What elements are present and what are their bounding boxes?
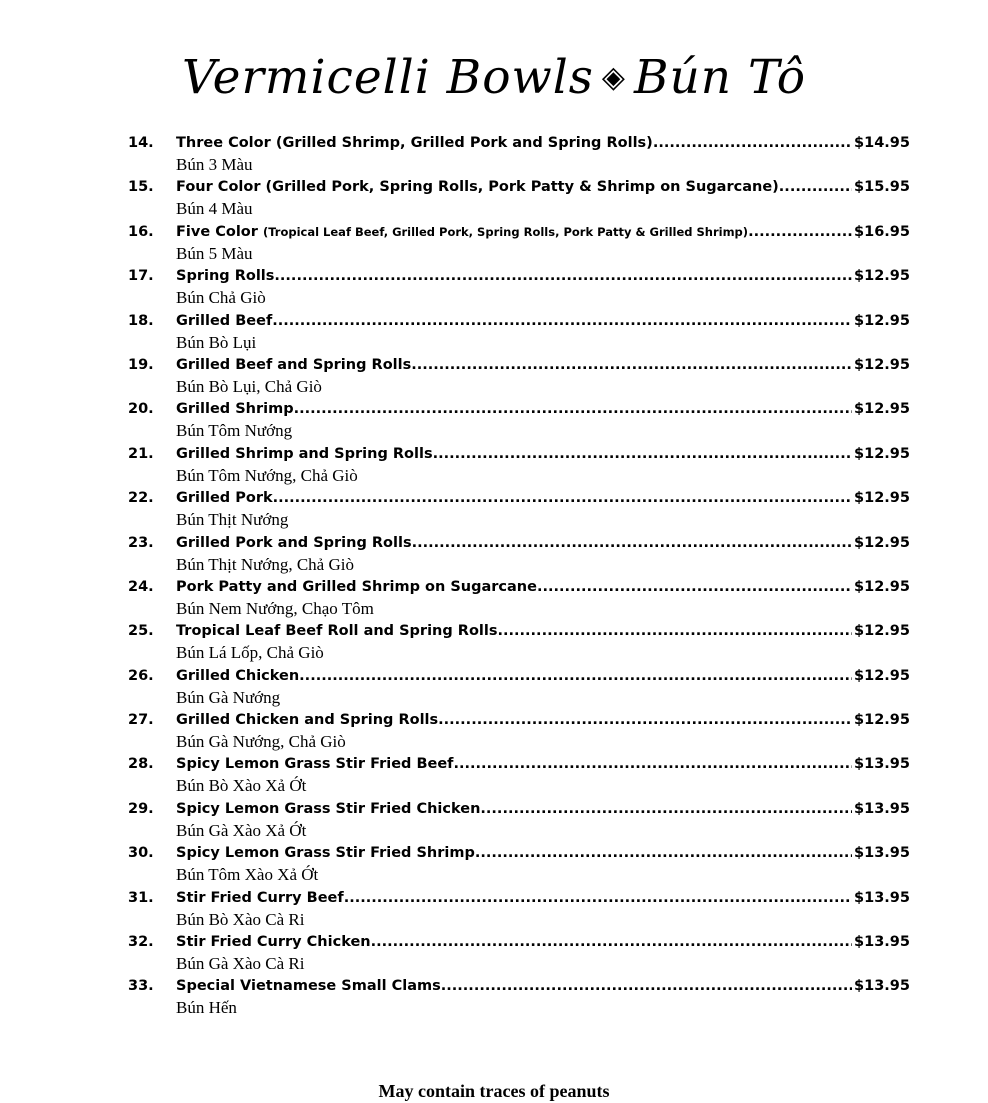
item-name-text: Stir Fried Curry Chicken xyxy=(176,934,371,951)
menu-list xyxy=(128,132,910,1020)
menu-item-row xyxy=(128,576,910,598)
item-price: $16.95 xyxy=(854,223,910,240)
item-name-text: Special Vietnamese Small Clams xyxy=(176,978,441,995)
menu-item xyxy=(128,487,910,531)
item-name-text: Grilled Shrimp and Spring Rolls xyxy=(176,445,433,462)
item-vietnamese-name: Bún Bò Lụi, Chả Giò xyxy=(176,376,322,396)
item-name-text: Five Color xyxy=(176,223,263,240)
item-name-text: Stir Fried Curry Beef xyxy=(176,889,344,906)
item-name-text: Grilled Pork xyxy=(176,490,273,507)
item-name xyxy=(176,931,371,953)
item-name-text: Grilled Shrimp xyxy=(176,401,294,418)
menu-item xyxy=(128,354,910,398)
item-name-text: Grilled Beef and Spring Rolls xyxy=(176,356,412,373)
item-price: $12.95 xyxy=(854,578,910,595)
title-vietnamese: Bún Tô xyxy=(633,50,806,106)
item-number: 21. xyxy=(128,445,154,462)
item-name-text: Three Color (Grilled Shrimp, Grilled Pork and Spring Rolls) xyxy=(176,135,653,151)
item-number: 27. xyxy=(128,712,154,729)
item-price: $13.95 xyxy=(854,845,910,862)
dot-leader xyxy=(653,132,852,154)
menu-item xyxy=(128,443,910,487)
item-name-text: Grilled Chicken and Spring Rolls xyxy=(176,712,439,729)
dot-leader xyxy=(498,620,853,642)
menu-item-row xyxy=(128,709,910,731)
item-vietnamese-name: Bún 4 Màu xyxy=(176,199,253,219)
item-name-text: Spicy Lemon Grass Stir Fried Beef xyxy=(176,756,454,773)
menu-item-row xyxy=(128,931,910,953)
item-vietnamese-name: Bún Gà Xào Xả Ớt xyxy=(176,820,307,840)
item-vietnamese-name: Bún Bò Xào Cà Ri xyxy=(176,909,305,929)
dot-leader xyxy=(272,310,852,332)
item-name xyxy=(176,798,480,820)
item-price: $12.95 xyxy=(854,712,910,729)
item-number: 32. xyxy=(128,934,154,951)
item-name-text: Pork Patty and Grilled Shrimp on Sugarcane xyxy=(176,578,537,595)
menu-item-row xyxy=(128,354,910,376)
item-price: $12.95 xyxy=(854,312,910,329)
menu-item-row xyxy=(128,310,910,332)
item-price: $13.95 xyxy=(854,934,910,951)
item-vietnamese-name: Bún Bò Xào Xả Ớt xyxy=(176,776,307,796)
item-number: 23. xyxy=(128,534,154,551)
item-price: $12.95 xyxy=(854,490,910,507)
item-name-text: Grilled Beef xyxy=(176,312,273,329)
item-name-text: Spicy Lemon Grass Stir Fried Shrimp xyxy=(176,845,475,862)
dot-leader xyxy=(475,842,852,864)
item-number: 18. xyxy=(128,312,154,329)
item-name-detail: (Tropical Leaf Beef, Grilled Pork, Spring Rolls, Pork Patty & Grilled Shrimp) xyxy=(262,224,749,239)
item-name-text: Spring Rolls xyxy=(176,268,275,285)
dot-leader xyxy=(294,398,852,420)
menu-item xyxy=(128,842,910,886)
item-number: 25. xyxy=(128,623,154,640)
item-vietnamese-name: Bún Tôm Nướng, Chả Giò xyxy=(176,465,358,485)
item-number: 19. xyxy=(128,356,154,373)
item-number: 30. xyxy=(128,845,154,862)
item-vietnamese-name: Bún Thịt Nướng xyxy=(176,510,289,530)
diamond-ornament-icon: ◈ xyxy=(601,60,626,96)
item-vietnamese-name: Bún Chả Giò xyxy=(176,288,266,308)
dot-leader xyxy=(441,975,852,997)
item-number: 15. xyxy=(128,179,154,196)
item-price: $12.95 xyxy=(854,401,910,418)
item-vietnamese-name: Bún Tôm Xào Xả Ớt xyxy=(176,865,319,885)
dot-leader xyxy=(433,443,852,465)
item-name xyxy=(176,310,272,332)
menu-item-row xyxy=(128,532,910,554)
item-vietnamese-name: Bún Thịt Nướng, Chả Giò xyxy=(176,554,354,574)
item-price: $12.95 xyxy=(854,667,910,684)
item-name-text: Tropical Leaf Beef Roll and Spring Rolls xyxy=(176,623,498,640)
allergy-note: May contain traces of peanuts xyxy=(378,1081,610,1101)
item-vietnamese-name: Bún Gà Nướng, Chả Giò xyxy=(176,732,346,752)
dot-leader xyxy=(273,487,852,509)
item-price: $13.95 xyxy=(854,978,910,995)
menu-item-row xyxy=(128,842,910,864)
menu-item-row xyxy=(128,798,910,820)
item-number: 17. xyxy=(128,268,154,285)
menu-item-row xyxy=(128,176,910,198)
item-name xyxy=(176,487,273,509)
item-name xyxy=(176,443,433,465)
item-name xyxy=(176,620,498,642)
item-price: $12.95 xyxy=(854,268,910,285)
menu-item-row xyxy=(128,665,910,687)
item-vietnamese-name: Bún Hến xyxy=(176,998,237,1018)
item-name-text: Grilled Pork and Spring Rolls xyxy=(176,534,412,551)
menu-item xyxy=(128,310,910,354)
item-vietnamese-name: Bún Bò Lụi xyxy=(176,332,257,352)
menu-item-row xyxy=(128,887,910,909)
item-vietnamese-name: Bún Nem Nướng, Chạo Tôm xyxy=(176,598,374,618)
dot-leader xyxy=(344,887,852,909)
menu-item xyxy=(128,620,910,664)
menu-item-row xyxy=(128,753,910,775)
item-number: 20. xyxy=(128,401,154,418)
item-name-text: Spicy Lemon Grass Stir Fried Chicken xyxy=(176,800,481,817)
menu-item xyxy=(128,709,910,753)
item-vietnamese-name: Bún 3 Màu xyxy=(176,155,253,174)
menu-item xyxy=(128,398,910,442)
item-vietnamese-name: Bún Gà Nướng xyxy=(176,687,281,707)
menu-item xyxy=(128,532,910,576)
menu-item-row xyxy=(128,975,910,997)
dot-leader xyxy=(411,354,852,376)
item-number: 28. xyxy=(128,756,154,773)
menu-item-row xyxy=(128,132,910,154)
menu-item xyxy=(128,931,910,975)
dot-leader xyxy=(480,798,852,820)
item-price: $12.95 xyxy=(854,623,910,640)
menu-item xyxy=(128,753,910,797)
item-vietnamese-name: Bún 5 Màu xyxy=(176,243,253,263)
item-name xyxy=(176,975,441,997)
menu-item-row xyxy=(128,443,910,465)
item-number: 31. xyxy=(128,889,154,906)
item-name xyxy=(176,532,412,554)
menu-item xyxy=(128,132,910,176)
menu-item xyxy=(128,798,910,842)
item-name xyxy=(176,132,653,154)
dot-leader xyxy=(438,709,852,731)
menu-item-row xyxy=(128,221,910,243)
item-name xyxy=(176,576,537,598)
menu-item-row xyxy=(128,265,910,287)
item-price: $13.95 xyxy=(854,800,910,817)
item-number: 14. xyxy=(128,135,154,151)
item-price: $15.95 xyxy=(854,179,910,196)
menu-item-row xyxy=(128,487,910,509)
menu-item xyxy=(128,221,910,265)
item-name-text: Grilled Chicken xyxy=(176,667,300,684)
dot-leader xyxy=(779,176,852,198)
menu-item xyxy=(128,975,910,1019)
title-english: Vermicelli Bowls xyxy=(182,50,594,106)
item-name xyxy=(176,398,294,420)
item-name xyxy=(176,221,748,243)
menu-item xyxy=(128,176,910,220)
item-name xyxy=(176,887,344,909)
item-number: 16. xyxy=(128,223,154,240)
item-price: $12.95 xyxy=(854,445,910,462)
item-price: $14.95 xyxy=(854,135,910,151)
item-name xyxy=(176,665,299,687)
dot-leader xyxy=(748,221,852,243)
dot-leader xyxy=(537,576,852,598)
dot-leader xyxy=(274,265,852,287)
menu-item-row xyxy=(128,620,910,642)
menu-item xyxy=(128,265,910,309)
item-vietnamese-name: Bún Tôm Nướng xyxy=(176,421,293,441)
item-price: $12.95 xyxy=(854,356,910,373)
item-name xyxy=(176,354,411,376)
dot-leader xyxy=(453,753,852,775)
item-number: 29. xyxy=(128,800,154,817)
item-price: $13.95 xyxy=(854,889,910,906)
menu-item xyxy=(128,665,910,709)
dot-leader xyxy=(412,532,852,554)
item-number: 26. xyxy=(128,667,154,684)
dot-leader xyxy=(371,931,852,953)
item-price: $13.95 xyxy=(854,756,910,773)
item-name xyxy=(176,265,274,287)
dot-leader xyxy=(299,665,852,687)
item-name xyxy=(176,842,475,864)
item-vietnamese-name: Bún Lá Lốp, Chả Giò xyxy=(176,643,324,663)
item-number: 33. xyxy=(128,978,154,995)
menu-title xyxy=(0,45,988,111)
item-number: 24. xyxy=(128,578,154,595)
menu-item xyxy=(128,887,910,931)
menu-item-row xyxy=(128,398,910,420)
item-number: 22. xyxy=(128,490,154,507)
menu-item xyxy=(128,576,910,620)
item-name xyxy=(176,709,438,731)
item-price: $12.95 xyxy=(854,534,910,551)
item-name xyxy=(176,753,453,775)
item-name-text: Four Color (Grilled Pork, Spring Rolls, Pork Patty & Shrimp on Sugarcane) xyxy=(176,179,779,196)
item-vietnamese-name: Bún Gà Xào Cà Ri xyxy=(176,954,305,974)
item-name xyxy=(176,176,779,198)
